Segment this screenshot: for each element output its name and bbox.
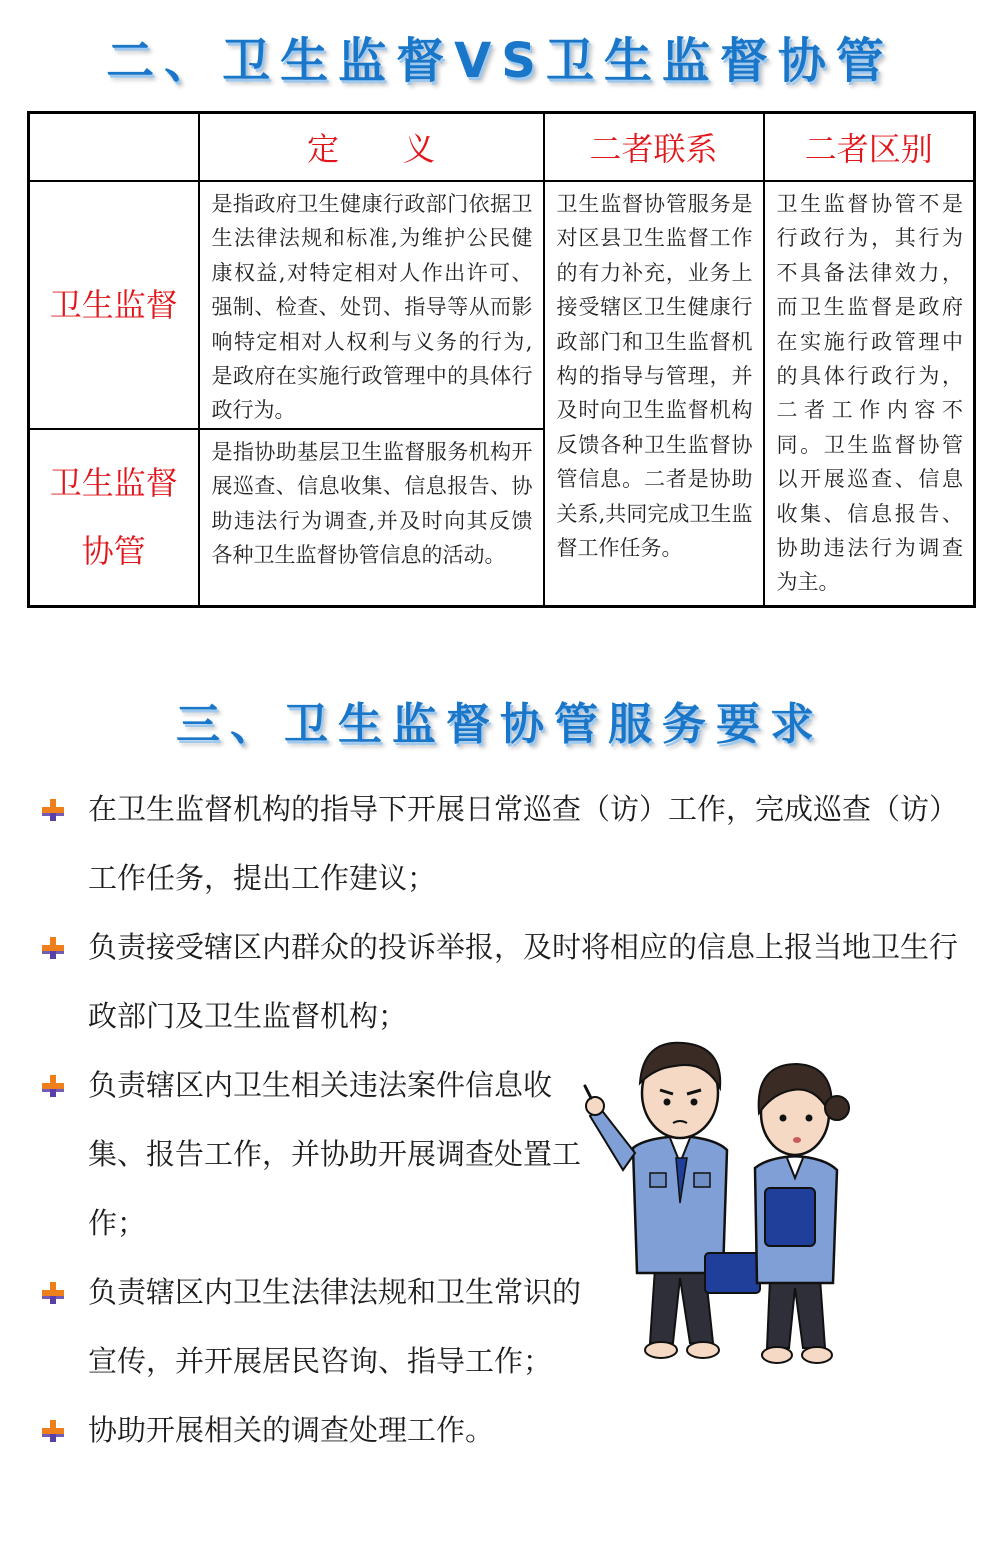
requirement-text: 在卫生监督机构的指导下开展日常巡查（访）工作，完成巡查（访）工作任务，提出工作建议； — [88, 792, 959, 895]
plus-bullet-icon — [40, 797, 66, 823]
difference-cell: 卫生监督协管不是行政行为，其行为不具备法律效力，而卫生监督是政府在实施行政管理中的具体行政行为，二者工作内容不同。卫生监督协管以开展巡查、信息收集、信息报告、协助违法行为调查为主。 — [764, 181, 975, 606]
comparison-table — [27, 111, 976, 608]
plus-bullet-icon — [40, 1418, 66, 1444]
row-label-assistance — [29, 429, 199, 607]
definition-assistance: 是指协助基层卫生监督服务机构开展巡查、信息收集、信息报告、协助违法行为调查,并及时向其反馈各种卫生监督协管信息的活动。 — [199, 429, 544, 607]
row-label-assistance-line2: 协管 — [81, 532, 146, 571]
list-item — [40, 1051, 588, 1258]
female-inspector-figure — [755, 1064, 849, 1363]
table-header-row — [29, 113, 975, 182]
section-3-title: 三、卫生监督协管服务要求 — [176, 699, 824, 750]
requirement-text: 负责接受辖区内群众的投诉举报，及时将相应的信息上报当地卫生行政部门及卫生监督机构； — [88, 930, 959, 1033]
header-difference: 二者区别 — [764, 113, 975, 182]
plus-bullet-icon — [40, 1280, 66, 1306]
row-label-assistance-line1: 卫生监督 — [49, 464, 178, 503]
section-2-title: 二、卫生监督VS卫生监督协管 — [106, 33, 894, 89]
table-row — [29, 181, 975, 429]
male-inspector-figure — [585, 1043, 760, 1358]
row-label-supervision: 卫生监督 — [29, 181, 199, 429]
plus-bullet-icon — [40, 935, 66, 961]
header-empty — [29, 113, 199, 182]
requirement-text: 协助开展相关的调查处理工作。 — [88, 1413, 495, 1447]
list-item — [40, 1258, 588, 1396]
header-definition: 定 义 — [199, 113, 544, 182]
definition-supervision: 是指政府卫生健康行政部门依据卫生法律法规和标准,为维护公民健康权益,对特定相对人作出许可、强制、检查、处罚、指导等从而影响特定相对人权利与义务的行为,是政府在实施行政管理中的具体行政行为。 — [199, 181, 544, 429]
requirement-text: 负责辖区内卫生相关违法案件信息收集、报告工作，并协助开展调查处置工作； — [88, 1068, 582, 1240]
list-item — [40, 775, 970, 913]
inspectors-illustration — [555, 998, 925, 1398]
relation-cell: 卫生监督协管服务是对区县卫生监督工作的有力补充，业务上接受辖区卫生健康行政部门和卫生监督机构的指导与管理，并及时向卫生监督机构反馈各种卫生监督协管信息。二者是协助关系,共同完成卫生监督工作任务。 — [544, 181, 764, 606]
list-item — [40, 1396, 970, 1465]
plus-bullet-icon — [40, 1073, 66, 1099]
requirement-text: 负责辖区内卫生法律法规和卫生常识的宣传，并开展居民咨询、指导工作； — [88, 1275, 582, 1378]
header-relation: 二者联系 — [544, 113, 764, 182]
